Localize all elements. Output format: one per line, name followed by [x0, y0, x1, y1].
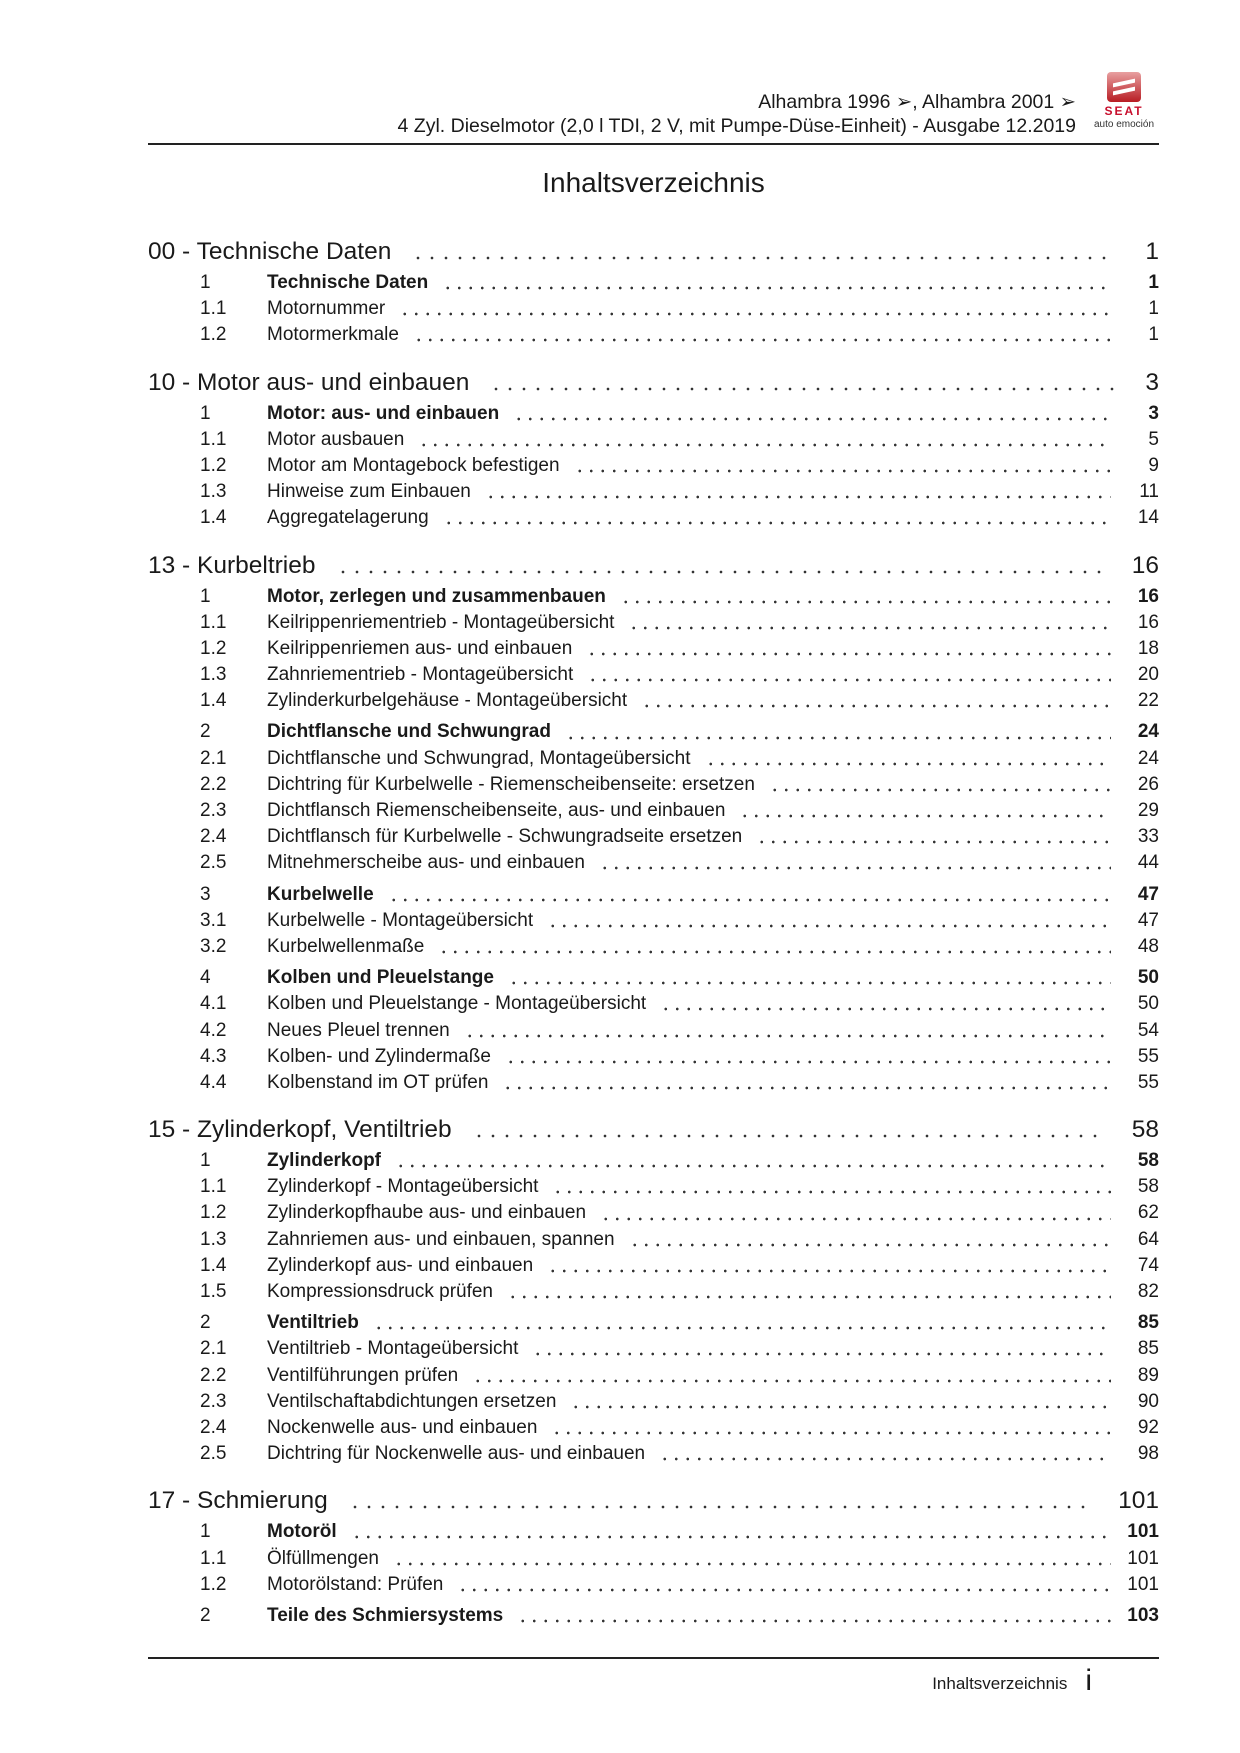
toc-entry[interactable] [148, 1548, 1159, 1574]
toc-entry[interactable] [148, 1176, 1159, 1202]
chapter-page: 58 [1131, 1116, 1159, 1144]
dot-leader [489, 387, 1115, 391]
entry-number: 1.2 [200, 1573, 227, 1595]
page-title: Inhaltsverzeichnis [542, 167, 765, 198]
entry-number: 2 [200, 721, 211, 743]
seat-logo-icon [1107, 72, 1141, 102]
toc-entry[interactable] [148, 826, 1159, 852]
entry-page: 85 [1137, 1312, 1159, 1334]
entry-title: Motoröl [267, 1521, 337, 1543]
dot-leader [551, 1431, 1111, 1435]
dot-leader [547, 924, 1111, 928]
entry-number: 1.4 [200, 1254, 227, 1276]
dot-leader [574, 469, 1111, 473]
entry-title: Zylinderkurbelgehäuse - Montageübersicht [267, 690, 628, 712]
toc-entry[interactable] [148, 721, 1159, 747]
dot-leader [547, 1269, 1111, 1273]
entry-title: Kolben- und Zylindermaße [267, 1045, 491, 1067]
toc-entry[interactable] [148, 1521, 1159, 1547]
entry-number: 1.2 [200, 1202, 227, 1224]
entry-number: 1.2 [200, 637, 227, 659]
entry-number: 3.2 [200, 935, 227, 957]
dot-leader [513, 417, 1111, 421]
entry-number: 2.3 [200, 1390, 227, 1412]
entry-number: 2.3 [200, 800, 227, 821]
entry-number: 1.1 [200, 298, 227, 320]
entry-page: 55 [1137, 1045, 1159, 1067]
toc-entry[interactable] [148, 1020, 1159, 1046]
entry-title: Technische Daten [267, 272, 429, 293]
dot-leader [705, 762, 1111, 766]
toc-entry[interactable] [148, 1281, 1159, 1307]
entry-page: 16 [1137, 585, 1159, 607]
logo-slogan: auto emoción [1093, 119, 1155, 130]
toc-entry[interactable] [148, 1417, 1159, 1443]
toc-entry[interactable] [148, 800, 1159, 826]
chapter-page: 16 [1131, 551, 1159, 579]
toc-entry[interactable] [148, 324, 1159, 350]
page-number: i [1085, 1664, 1092, 1697]
entry-page: 11 [1139, 481, 1159, 503]
toc-entry[interactable] [148, 1312, 1159, 1338]
entry-number: 1.3 [200, 1228, 227, 1250]
dot-leader [659, 1457, 1111, 1461]
entry-title: Kolben und Pleuelstange - Montageübersicht [267, 993, 647, 1015]
entry-title: Motorölstand: Prüfen [267, 1573, 444, 1595]
toc-entry[interactable] [148, 481, 1159, 507]
entry-title: Ventiltrieb - Montageübersicht [267, 1338, 519, 1360]
dot-leader [756, 840, 1111, 844]
dot-leader [739, 814, 1111, 818]
entry-page: 26 [1137, 773, 1159, 795]
entry-number: 3.1 [200, 909, 227, 931]
entry-title: Zylinderkopf [267, 1150, 382, 1172]
chapter-page: 3 [1145, 368, 1159, 396]
dot-leader [641, 704, 1111, 708]
entry-number: 1 [200, 402, 211, 424]
entry-title: Ventiltrieb [267, 1312, 359, 1334]
entry-page: 1 [1148, 324, 1159, 346]
toc-entry[interactable] [148, 1338, 1159, 1364]
dot-leader [502, 1086, 1111, 1090]
entry-title: Ventilschaftabdichtungen ersetzen [267, 1390, 557, 1412]
dot-leader [351, 1535, 1111, 1539]
entry-page: 9 [1148, 454, 1159, 476]
dot-leader [600, 1217, 1111, 1221]
entry-page: 29 [1137, 800, 1159, 821]
dot-leader [628, 626, 1111, 630]
entry-title: Motor am Montagebock befestigen [267, 454, 560, 476]
toc-entry[interactable] [148, 1202, 1159, 1228]
entry-title: Motor: aus- und einbauen [267, 402, 500, 424]
entry-title: Neues Pleuel trennen [267, 1019, 450, 1041]
entry-number: 4.2 [200, 1019, 227, 1041]
dot-leader [443, 521, 1111, 525]
entry-title: Teile des Schmiersystems [267, 1604, 504, 1626]
entry-page: 58 [1137, 1176, 1159, 1198]
dot-leader [472, 1134, 1102, 1138]
dot-leader [532, 1352, 1111, 1356]
entry-number: 2.4 [200, 1416, 227, 1438]
entry-page: 50 [1137, 993, 1159, 1015]
entry-number: 1 [200, 585, 211, 607]
toc-entry[interactable] [148, 884, 1159, 910]
header-models: Alhambra 1996 ➢, Alhambra 2001 ➢ [758, 91, 1076, 113]
entry-number: 2.1 [200, 747, 227, 769]
toc-entry[interactable] [148, 1046, 1159, 1072]
entry-number: 1.1 [200, 1176, 227, 1198]
entry-title: Motormerkmale [267, 324, 399, 346]
dot-leader [507, 1295, 1111, 1299]
entry-page: 74 [1137, 1254, 1159, 1276]
entry-title: Kolbenstand im OT prüfen [267, 1071, 489, 1093]
dot-leader [629, 1243, 1111, 1247]
toc-entry[interactable] [148, 429, 1159, 455]
entry-number: 1.1 [200, 611, 227, 633]
dot-leader [587, 678, 1111, 682]
toc-entry[interactable] [148, 1150, 1159, 1176]
entry-page: 47 [1137, 883, 1159, 905]
dot-leader [570, 1405, 1111, 1409]
toc-entry[interactable] [148, 936, 1159, 962]
entry-title: Kolben und Pleuelstange [267, 967, 494, 989]
entry-page: 48 [1137, 935, 1159, 957]
entry-page: 54 [1137, 1019, 1159, 1041]
entry-title: Kurbelwelle - Montageübersicht [267, 909, 534, 931]
dot-leader [464, 1034, 1111, 1038]
dot-leader [348, 1505, 1088, 1509]
entry-title: Ventilführungen prüfen [267, 1364, 459, 1386]
entry-number: 1.3 [200, 664, 227, 686]
entry-title: Zylinderkopf aus- und einbauen [267, 1254, 534, 1276]
seat-logo [1088, 72, 1160, 130]
entry-number: 2.1 [200, 1338, 227, 1360]
entry-number: 4.3 [200, 1045, 227, 1067]
toc-entry[interactable] [148, 638, 1159, 664]
entry-title: Dichtflansche und Schwungrad, Montageübersicht [267, 747, 691, 769]
toc-entry[interactable] [148, 1072, 1159, 1098]
dot-leader [472, 1379, 1111, 1383]
entry-number: 1.4 [200, 507, 227, 529]
chapter-title: 15 - Zylinderkopf, Ventiltrieb [148, 1116, 452, 1144]
entry-title: Dichtflansch Riemenscheibenseite, aus- und einbauen [267, 800, 726, 821]
entry-title: Zylinderkopf - Montageübersicht [267, 1176, 539, 1198]
dot-leader [438, 950, 1111, 954]
toc-chapter[interactable] [148, 238, 1159, 272]
toc-entry[interactable] [148, 774, 1159, 800]
entry-page: 1 [1148, 272, 1159, 293]
toc-entry[interactable] [148, 1443, 1159, 1469]
entry-page: 85 [1137, 1338, 1159, 1360]
entry-title: Keilrippenriementrieb - Montageübersicht [267, 611, 615, 633]
entry-title: Dichtflansch für Kurbelwelle - Schwungradseite ersetzen [267, 826, 743, 848]
footer-rule [148, 1657, 1159, 1659]
dot-leader [599, 866, 1111, 870]
entry-number: 1.5 [200, 1281, 227, 1302]
toc-entry[interactable] [148, 455, 1159, 481]
dot-leader [442, 286, 1111, 290]
dot-leader [517, 1619, 1111, 1623]
entry-page: 24 [1137, 747, 1159, 769]
entry-number: 1.2 [200, 324, 227, 346]
dot-leader [586, 652, 1111, 656]
footer-title: Inhaltsverzeichnis [932, 1674, 1068, 1693]
entry-title: Zahnriemen aus- und einbauen, spannen [267, 1228, 615, 1250]
dot-leader [552, 1190, 1111, 1194]
entry-number: 2.2 [200, 1364, 227, 1386]
toc-entry[interactable] [148, 298, 1159, 324]
entry-page: 18 [1137, 637, 1159, 659]
entry-title: Mitnehmerscheibe aus- und einbauen [267, 852, 585, 874]
entry-page: 82 [1137, 1281, 1159, 1302]
toc-entry[interactable] [148, 507, 1159, 533]
entry-number: 2.5 [200, 1443, 227, 1465]
toc-entry[interactable] [148, 1605, 1159, 1631]
dot-leader [388, 898, 1111, 902]
toc-entry[interactable] [148, 1574, 1159, 1600]
entry-page: 1 [1148, 298, 1159, 320]
dot-leader [418, 443, 1111, 447]
chapter-title: 10 - Motor aus- und einbauen [148, 368, 470, 396]
header-rule [148, 143, 1159, 145]
chapter-title: 13 - Kurbeltrieb [148, 551, 316, 579]
entry-page: 62 [1137, 1202, 1159, 1224]
entry-number: 2.2 [200, 773, 227, 795]
dot-leader [485, 495, 1111, 499]
entry-page: 24 [1137, 721, 1159, 743]
chapter-title: 17 - Schmierung [148, 1487, 328, 1515]
entry-title: Dichtflansche und Schwungrad [267, 721, 551, 743]
dot-leader [399, 312, 1111, 316]
entry-title: Dichtring für Kurbelwelle - Riemenscheibenseite: ersetzen [267, 773, 755, 795]
entry-title: Dichtring für Nockenwelle aus- und einbauen [267, 1443, 646, 1465]
entry-page: 103 [1127, 1604, 1159, 1626]
entry-page: 14 [1137, 507, 1159, 529]
entry-number: 1 [200, 1521, 211, 1543]
toc-entry[interactable] [148, 664, 1159, 690]
entry-number: 1.4 [200, 690, 227, 712]
page-footer [932, 1664, 1092, 1697]
entry-number: 3 [200, 883, 211, 905]
chapter-title: 00 - Technische Daten [148, 238, 392, 265]
entry-page: 44 [1137, 852, 1159, 874]
dot-leader [413, 338, 1111, 342]
entry-number: 1 [200, 1150, 211, 1172]
entry-page: 47 [1137, 909, 1159, 931]
toc-entry[interactable] [148, 272, 1159, 298]
dot-leader [620, 600, 1111, 604]
toc-chapter[interactable] [148, 1487, 1159, 1521]
dot-leader [769, 788, 1111, 792]
entry-title: Kurbelwellenmaße [267, 935, 425, 957]
dot-leader [660, 1007, 1111, 1011]
entry-page: 58 [1137, 1150, 1159, 1172]
entry-number: 1.1 [200, 1547, 227, 1569]
entry-page: 3 [1148, 402, 1159, 424]
entry-page: 33 [1137, 826, 1159, 848]
dot-leader [565, 736, 1111, 740]
toc-entry[interactable] [148, 690, 1159, 716]
entry-number: 4 [200, 967, 211, 989]
chapter-page: 1 [1145, 238, 1159, 265]
running-header [398, 90, 1076, 138]
entry-number: 2 [200, 1604, 211, 1626]
entry-page: 5 [1148, 428, 1159, 450]
entry-page: 22 [1137, 690, 1159, 712]
entry-number: 4.1 [200, 993, 227, 1015]
toc-entry[interactable] [148, 910, 1159, 936]
table-of-contents [148, 238, 1159, 1631]
entry-title: Hinweise zum Einbauen [267, 481, 471, 503]
entry-title: Keilrippenriemen aus- und einbauen [267, 637, 573, 659]
toc-chapter[interactable] [148, 1116, 1159, 1150]
entry-page: 101 [1127, 1521, 1159, 1543]
toc-entry[interactable] [148, 967, 1159, 993]
toc-entry[interactable] [148, 1255, 1159, 1281]
entry-page: 55 [1137, 1071, 1159, 1093]
entry-title: Kurbelwelle [267, 883, 374, 905]
entry-title: Aggregatelagerung [267, 507, 429, 529]
entry-title: Motornummer [267, 298, 386, 320]
toc-entry[interactable] [148, 612, 1159, 638]
entry-page: 89 [1137, 1364, 1159, 1386]
entry-page: 101 [1127, 1573, 1159, 1595]
dot-leader [336, 570, 1102, 574]
entry-title: Ölfüllmengen [267, 1547, 379, 1569]
toc-entry[interactable] [148, 852, 1159, 878]
entry-page: 90 [1137, 1390, 1159, 1412]
entry-title: Motor ausbauen [267, 428, 405, 450]
toc-entry[interactable] [148, 1391, 1159, 1417]
chapter-page: 101 [1118, 1487, 1159, 1515]
toc-entry[interactable] [148, 748, 1159, 774]
dot-leader [411, 256, 1115, 260]
dot-leader [395, 1164, 1111, 1168]
entry-title: Zylinderkopfhaube aus- und einbauen [267, 1202, 587, 1224]
logo-brand: SEAT [1104, 104, 1144, 118]
entry-number: 4.4 [200, 1071, 227, 1093]
dot-leader [505, 1060, 1111, 1064]
toc-entry[interactable] [148, 586, 1159, 612]
entry-number: 2.4 [200, 826, 227, 848]
dot-leader [373, 1326, 1111, 1330]
entry-page: 16 [1137, 611, 1159, 633]
entry-number: 2.5 [200, 852, 227, 874]
entry-title: Kompressionsdruck prüfen [267, 1281, 493, 1302]
entry-number: 2 [200, 1312, 211, 1334]
toc-chapter[interactable] [148, 552, 1159, 586]
entry-page: 92 [1137, 1416, 1159, 1438]
entry-page: 101 [1127, 1547, 1159, 1569]
entry-title: Zahnriementrieb - Montageübersicht [267, 664, 574, 686]
entry-page: 98 [1137, 1443, 1159, 1465]
entry-number: 1.1 [200, 428, 227, 450]
entry-number: 1.3 [200, 481, 227, 503]
entry-number: 1.2 [200, 454, 227, 476]
entry-page: 50 [1137, 967, 1159, 989]
entry-title: Nockenwelle aus- und einbauen [267, 1416, 538, 1438]
dot-leader [457, 1588, 1111, 1592]
toc-entry[interactable] [148, 1229, 1159, 1255]
entry-number: 1 [200, 272, 211, 293]
toc-entry[interactable] [148, 1365, 1159, 1391]
entry-page: 64 [1137, 1228, 1159, 1250]
toc-entry[interactable] [148, 403, 1159, 429]
entry-page: 20 [1137, 664, 1159, 686]
toc-chapter[interactable] [148, 369, 1159, 403]
dot-leader [508, 981, 1111, 985]
toc-entry[interactable] [148, 993, 1159, 1019]
entry-title: Motor, zerlegen und zusammenbauen [267, 585, 606, 607]
dot-leader [393, 1562, 1111, 1566]
header-engine: 4 Zyl. Dieselmotor (2,0 l TDI, 2 V, mit Pumpe-Düse-Einheit) - Ausgabe 12.2019 [397, 115, 1076, 137]
